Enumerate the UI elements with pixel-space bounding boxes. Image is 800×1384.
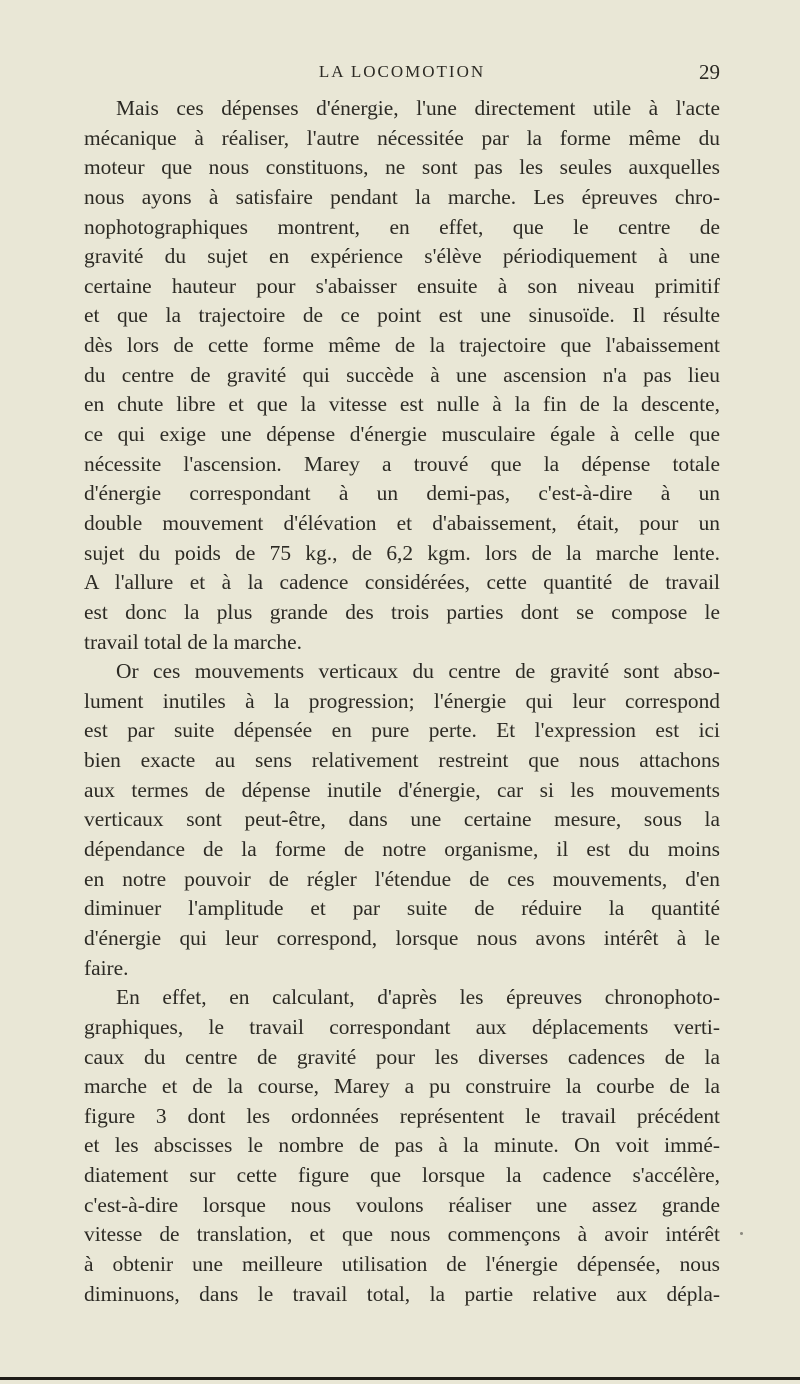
- running-title: LA LOCOMOTION: [318, 62, 486, 81]
- text-line: c'est-à-dire lorsque nous voulons réaliser une assez grande: [84, 1192, 720, 1217]
- text-line: diminuons, dans le travail total, la partie relative aux dépla-: [84, 1281, 720, 1306]
- text-line: en chute libre et que la vitesse est nulle à la fin de la descente,: [84, 392, 720, 417]
- paper-speck: [740, 1232, 743, 1235]
- text-line: et les abscisses le nombre de pas à la minute. On voit immé-: [84, 1133, 720, 1158]
- text-line: figure 3 dont les ordonnées représentent le travail précédent: [84, 1103, 720, 1128]
- text-line: moteur que nous constituons, ne sont pas les seules auxquelles: [84, 155, 720, 180]
- text-line: nous ayons à satisfaire pendant la marche. Les épreuves chro-: [84, 184, 720, 209]
- text-line: est par suite dépensée en pure perte. Et l'expression est ici: [84, 718, 720, 743]
- text-line: nophotographiques montrent, en effet, que le centre de: [84, 214, 720, 239]
- text-line: diminuer l'amplitude et par suite de réduire la quantité: [84, 896, 720, 921]
- body-text: [84, 94, 720, 1309]
- text-line: en notre pouvoir de régler l'étendue de ces mouvements, d'en: [84, 866, 720, 891]
- text-line: certaine hauteur pour s'abaisser ensuite à son niveau primitif: [84, 273, 720, 298]
- text-line: double mouvement d'élévation et d'abaissement, était, pour un: [84, 510, 720, 535]
- text-line: diatement sur cette figure que lorsque la cadence s'accélère,: [84, 1163, 720, 1188]
- text-line: Mais ces dépenses d'énergie, l'une directement utile à l'acte: [116, 96, 720, 120]
- text-line: travail total de la marche.: [84, 629, 302, 654]
- text-line: bien exacte au sens relativement restreint que nous attachons: [84, 748, 720, 773]
- page-number: 29: [699, 60, 720, 84]
- text-line: du centre de gravité qui succède à une ascension n'a pas lieu: [84, 362, 720, 387]
- text-line: mécanique à réaliser, l'autre nécessitée par la forme même du: [84, 125, 720, 150]
- text-line: En effet, en calculant, d'après les épreuves chronophoto-: [116, 985, 720, 1010]
- text-line: marche et de la course, Marey a pu construire la courbe de la: [84, 1074, 720, 1099]
- text-line: à obtenir une meilleure utilisation de l'énergie dépensée, nous: [84, 1251, 720, 1276]
- text-line: ce qui exige une dépense d'énergie musculaire égale à celle que: [84, 422, 720, 447]
- text-line: sujet du poids de 75 kg., de 6,2 kgm. lors de la marche lente.: [84, 540, 720, 565]
- text-line: gravité du sujet en expérience s'élève périodiquement à une: [84, 244, 720, 269]
- text-line: d'énergie correspondant à un demi-pas, c'est-à-dire à un: [84, 481, 720, 506]
- text-line: graphiques, le travail correspondant aux déplacements verti-: [84, 1014, 720, 1039]
- text-line: lument inutiles à la progression; l'énergie qui leur correspond: [84, 688, 720, 713]
- text-line: faire.: [84, 955, 129, 980]
- text-line: est donc la plus grande des trois parties dont se compose le: [84, 599, 720, 624]
- text-line: nécessite l'ascension. Marey a trouvé que la dépense totale: [84, 451, 720, 476]
- text-line: d'énergie qui leur correspond, lorsque nous avons intérêt à le: [84, 925, 720, 950]
- text-line: dépendance de la forme de notre organisme, il est du moins: [84, 837, 720, 862]
- text-line: aux termes de dépense inutile d'énergie, car si les mouvements: [84, 777, 720, 802]
- text-line: A l'allure et à la cadence considérées, cette quantité de travail: [84, 570, 720, 595]
- text-line: et que la trajectoire de ce point est une sinusoïde. Il résulte: [84, 303, 720, 328]
- page-bottom-edge: [0, 1377, 800, 1380]
- text-line: verticaux sont peut-être, dans une certaine mesure, sous la: [84, 807, 720, 832]
- running-head: [84, 62, 720, 92]
- text-line: Or ces mouvements verticaux du centre de gravité sont abso-: [116, 659, 720, 684]
- text-line: caux du centre de gravité pour les diverses cadences de la: [84, 1044, 720, 1069]
- text-line: dès lors de cette forme même de la trajectoire que l'abaissement: [84, 333, 720, 358]
- text-line: vitesse de translation, et que nous commençons à avoir intérêt: [84, 1222, 720, 1247]
